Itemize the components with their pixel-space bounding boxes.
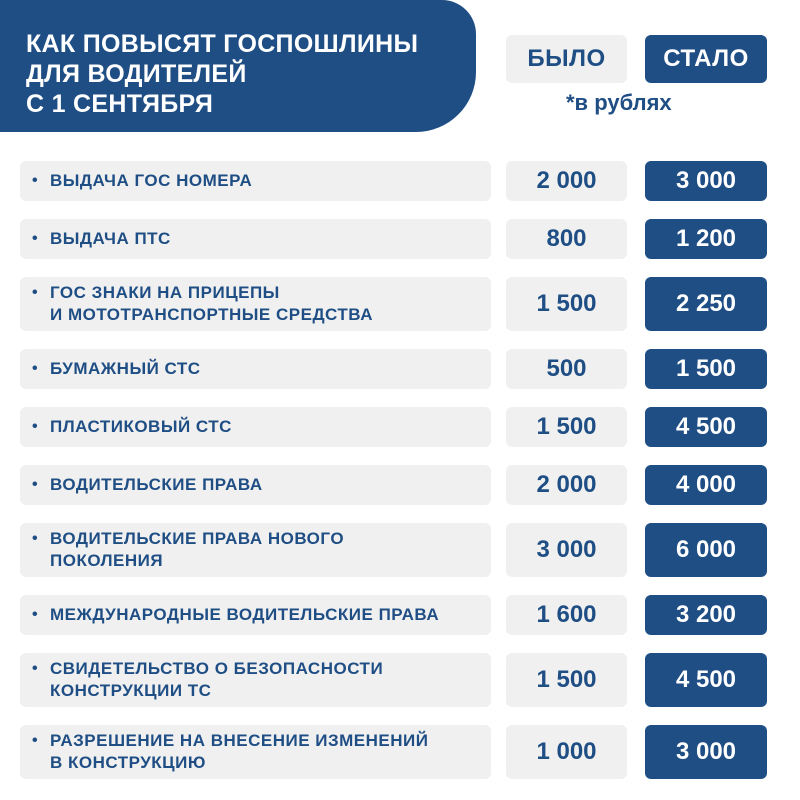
row-label-line-1: ГОС ЗНАКИ НА ПРИЦЕПЫ (50, 283, 280, 302)
row-label-line-2: И МОТОТРАНСПОРТНЫЕ СРЕДСТВА (50, 305, 374, 324)
value-now: 2 250 (645, 277, 767, 331)
value-was: 1 500 (506, 653, 627, 707)
value-now: 4 500 (645, 653, 767, 707)
table-row (0, 277, 800, 331)
table-row (0, 219, 800, 259)
value-was: 500 (506, 349, 627, 389)
row-label-line-1: ПЛАСТИКОВЫЙ СТС (50, 417, 232, 436)
value-was: 1 600 (506, 595, 627, 635)
bullet-icon: • (32, 360, 38, 377)
title-banner (0, 0, 476, 132)
title-line-3: С 1 СЕНТЯБРЯ (26, 90, 214, 118)
bullet-icon: • (32, 606, 38, 623)
bullet-icon: • (32, 530, 38, 547)
value-now: 4 500 (645, 407, 767, 447)
title-line-1: КАК ПОВЫСЯТ ГОСПОШЛИНЫ (26, 30, 419, 58)
table-row (0, 725, 800, 779)
header-was: БЫЛО (506, 35, 627, 83)
bullet-icon: • (32, 230, 38, 247)
value-was: 1 500 (506, 407, 627, 447)
row-label-line-1: РАЗРЕШЕНИЕ НА ВНЕСЕНИЕ ИЗМЕНЕНИЙ (50, 731, 429, 750)
value-now: 4 000 (645, 465, 767, 505)
value-now: 3 000 (645, 161, 767, 201)
row-label (20, 407, 491, 447)
value-was: 2 000 (506, 161, 627, 201)
row-label-line-1: ВОДИТЕЛЬСКИЕ ПРАВА НОВОГО (50, 529, 345, 548)
row-label-line-1: СВИДЕТЕЛЬСТВО О БЕЗОПАСНОСТИ (50, 659, 384, 678)
row-label-line-2: ПОКОЛЕНИЯ (50, 551, 164, 570)
value-now: 3 200 (645, 595, 767, 635)
value-was: 1 500 (506, 277, 627, 331)
row-label (20, 725, 491, 779)
row-label-line-1: МЕЖДУНАРОДНЫЕ ВОДИТЕЛЬСКИЕ ПРАВА (50, 605, 440, 624)
value-was: 1 000 (506, 725, 627, 779)
table-row (0, 349, 800, 389)
value-now: 1 200 (645, 219, 767, 259)
value-now: 6 000 (645, 523, 767, 577)
row-label (20, 653, 491, 707)
row-label (20, 219, 491, 259)
table-row (0, 595, 800, 635)
value-was: 2 000 (506, 465, 627, 505)
table-row (0, 653, 800, 707)
title-line-2: ДЛЯ ВОДИТЕЛЕЙ (26, 60, 247, 88)
table-row (0, 407, 800, 447)
value-was: 3 000 (506, 523, 627, 577)
row-label (20, 595, 491, 635)
row-label (20, 523, 491, 577)
value-now: 1 500 (645, 349, 767, 389)
value-now: 3 000 (645, 725, 767, 779)
row-label (20, 465, 491, 505)
table-row (0, 523, 800, 577)
row-label-line-2: В КОНСТРУКЦИЮ (50, 753, 206, 772)
row-label (20, 277, 491, 331)
row-label-line-1: ВЫДАЧА ГОС НОМЕРА (50, 171, 253, 190)
header-now: СТАЛО (645, 35, 767, 83)
bullet-icon: • (32, 476, 38, 493)
table-row (0, 161, 800, 201)
currency-note: *в рублях (566, 90, 672, 115)
bullet-icon: • (32, 732, 38, 749)
table-row (0, 465, 800, 505)
row-label (20, 349, 491, 389)
row-label-line-1: БУМАЖНЫЙ СТС (50, 359, 201, 378)
row-label (20, 161, 491, 201)
bullet-icon: • (32, 418, 38, 435)
bullet-icon: • (32, 172, 38, 189)
row-label-line-2: КОНСТРУКЦИИ ТС (50, 681, 212, 700)
value-was: 800 (506, 219, 627, 259)
row-label-line-1: ВЫДАЧА ПТС (50, 229, 171, 248)
bullet-icon: • (32, 660, 38, 677)
bullet-icon: • (32, 284, 38, 301)
row-label-line-1: ВОДИТЕЛЬСКИЕ ПРАВА (50, 475, 263, 494)
